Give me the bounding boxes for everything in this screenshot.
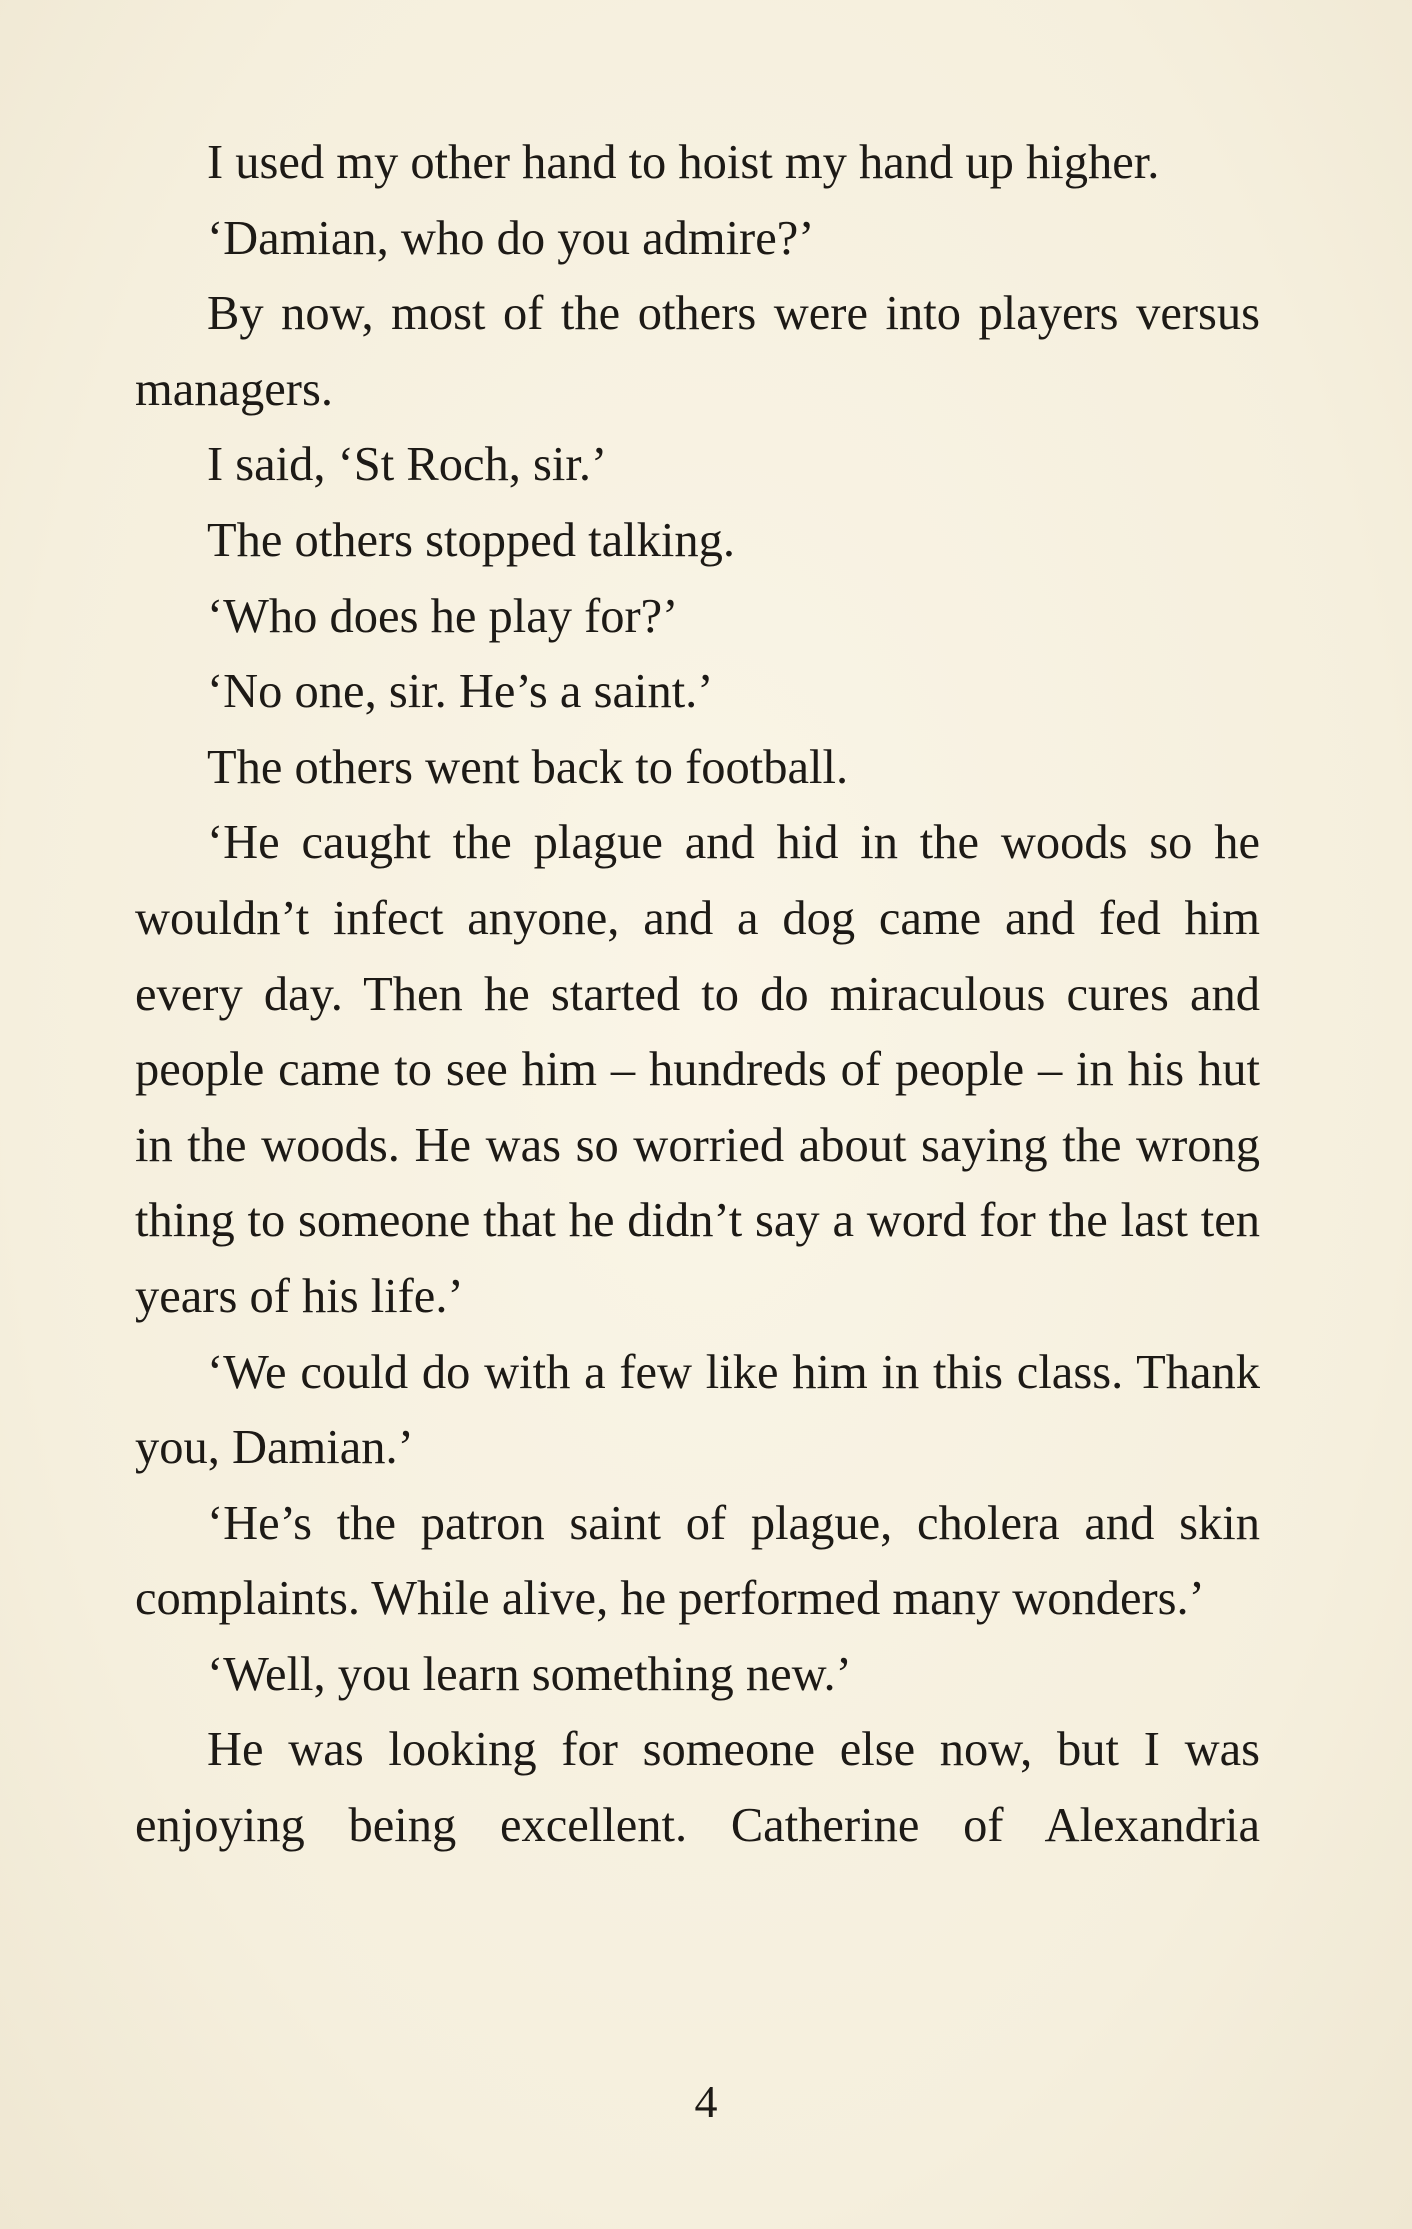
paragraph: ‘No one, sir. He’s a saint.’ bbox=[207, 665, 714, 719]
paragraph: I said, ‘St Roch, sir.’ bbox=[207, 438, 608, 492]
paragraph: By now, most of the others were into players versus managers. bbox=[135, 287, 1260, 416]
body-text bbox=[135, 125, 1260, 1864]
paragraph: ‘He caught the plague and hid in the woods so he wouldn’t infect anyone, and a dog came and fed him every day. Then he started to do miraculous cures and people came to see him – hundreds of people – in his hut in the woods. He was so worried about saying the wrong thing to someone that he didn’t say a word for the last ten years of his life.’ bbox=[135, 816, 1260, 1323]
paragraph: ‘Damian, who do you admire?’ bbox=[207, 211, 815, 265]
paragraph: The others stopped talking. bbox=[207, 513, 736, 567]
paragraph-continued: He was looking for someone else now, but I was enjoying being excellent. Catherine of Alexandria bbox=[135, 1723, 1260, 1853]
paragraph: ‘We could do with a few like him in this class. Thank you, Damian.’ bbox=[135, 1345, 1260, 1475]
paragraph: ‘Well, you learn something new.’ bbox=[207, 1647, 852, 1701]
paragraph: ‘Who does he play for?’ bbox=[207, 589, 679, 643]
paragraph: ‘He’s the patron saint of plague, cholera and skin complaints. While alive, he performed many wonders.’ bbox=[135, 1496, 1260, 1626]
page-number: 4 bbox=[694, 2076, 718, 2127]
paragraph: The others went back to football. bbox=[207, 740, 849, 794]
paragraph: I used my other hand to hoist my hand up higher. bbox=[207, 136, 1160, 189]
